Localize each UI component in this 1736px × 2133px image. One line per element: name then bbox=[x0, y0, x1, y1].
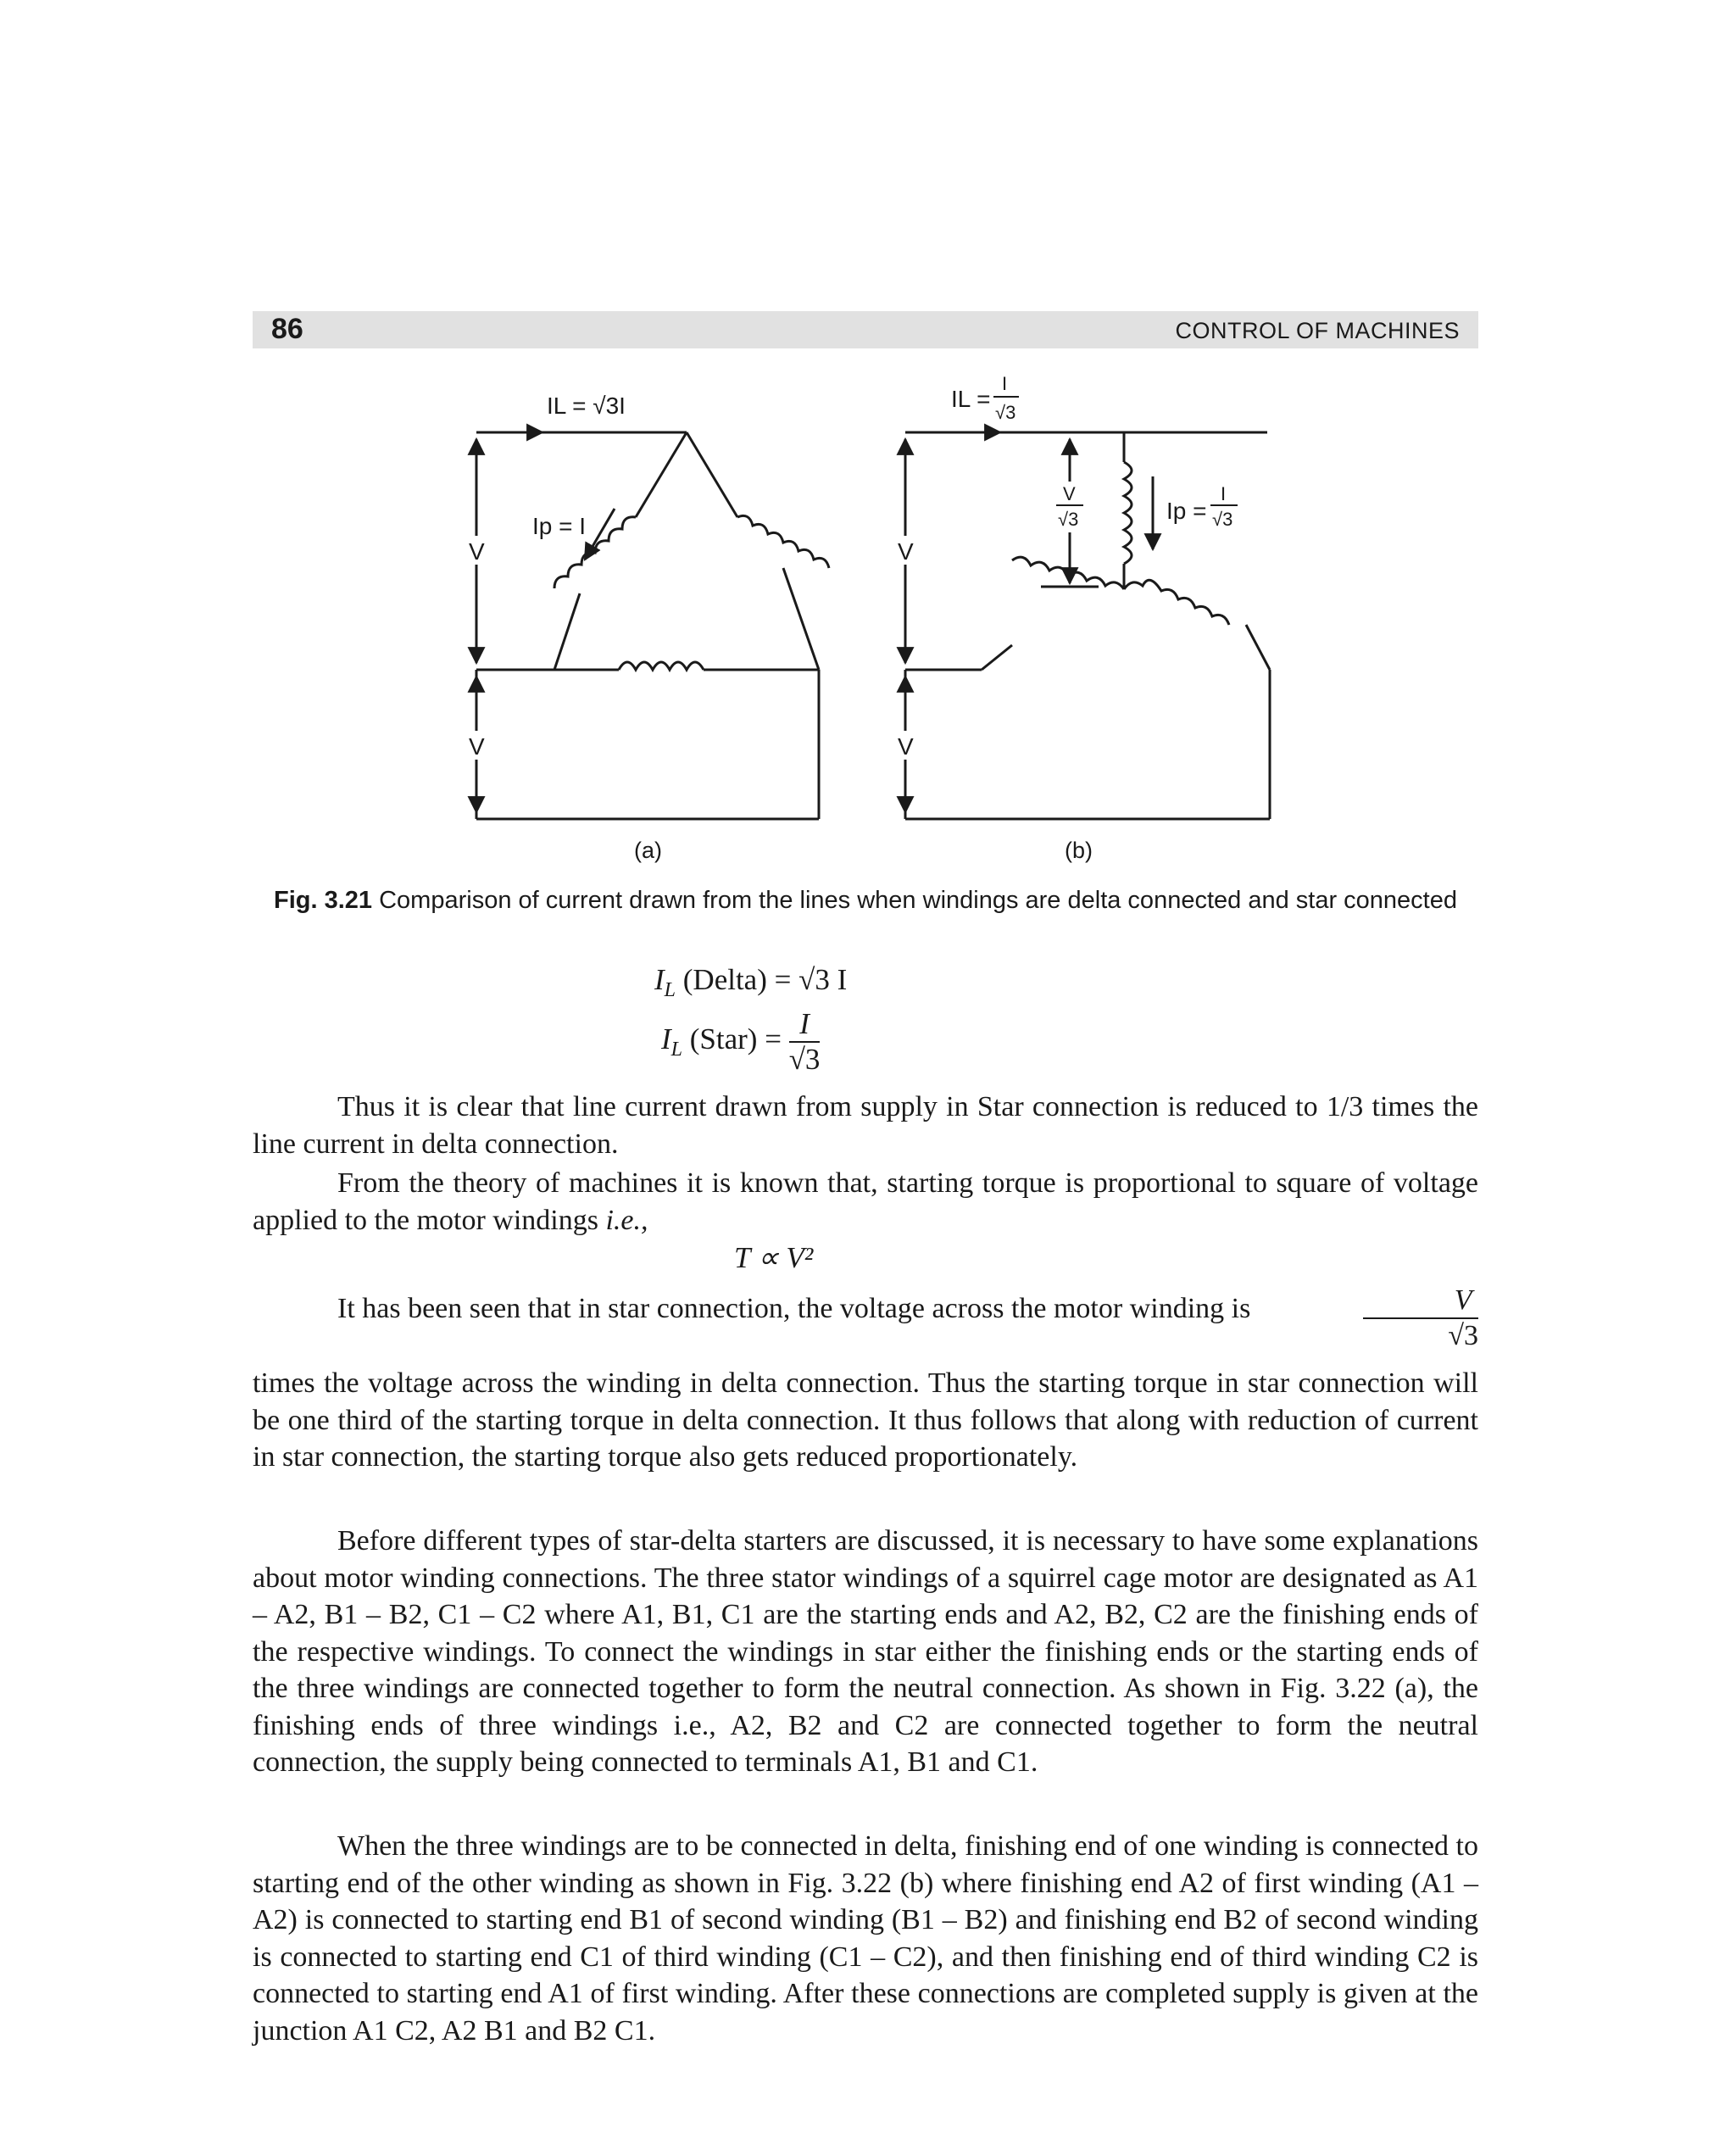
page-number: 86 bbox=[271, 313, 303, 345]
subfigure-label-b: (b) bbox=[1065, 838, 1093, 863]
phase-current-num-b: I bbox=[1221, 483, 1227, 504]
voltage-label-b1: V bbox=[898, 538, 914, 565]
paragraph-3-cont: times the voltage across the winding in delta connection. Thus the starting torque in star connection will be one third of the starting torque in delta connection. It thus follows that along with reduction of current in star connection, the starting torque also gets reduced proportionately. bbox=[253, 1367, 1478, 1473]
delta-diagram bbox=[468, 393, 829, 819]
phase-current-label-a: Ip = I bbox=[532, 513, 587, 539]
paragraph-3: It has been seen that in star connection, the voltage across the motor winding is $\frac{V}{√3}$ bbox=[337, 1284, 1478, 1351]
phase-current-label-b: Ip = bbox=[1166, 498, 1207, 524]
equation-star: $I_L$ (Star) = $\frac{I}{√3}$ bbox=[661, 1007, 821, 1076]
line-current-num-b: I bbox=[1002, 373, 1008, 394]
paragraph-5: When the three windings are to be connected in delta, finishing end of one winding is connected to starting end of the other winding as shown in Fig. 3.22 (b) where finishing end A2 of first winding (A1 – A2) is connected to starting end B1 of second winding (B1 – B2) and finishing end B2 of second winding is connected to starting end C1 of third winding (C1 – C2), and then finishing end of third winding C2 is connected to starting end A1 of first winding. After these connections are completed supply is given at the junction A1 C2, A2 B1 and B2 C1. bbox=[253, 1830, 1478, 2047]
figure-caption bbox=[253, 885, 1478, 916]
caption-label: Fig. 3.21 bbox=[274, 887, 373, 914]
phase-voltage-num-b: V bbox=[1063, 483, 1076, 504]
running-title: CONTROL OF MACHINES bbox=[1175, 318, 1460, 343]
caption-text: Comparison of current drawn from the lines when windings are delta connected and star connected bbox=[379, 887, 1457, 914]
line-current-den-b: √3 bbox=[995, 402, 1016, 423]
line-current-label-b: IL = bbox=[951, 386, 991, 412]
voltage-label-a2: V bbox=[469, 733, 485, 760]
star-diagram bbox=[897, 373, 1270, 819]
phase-current-den-b: √3 bbox=[1212, 509, 1233, 530]
figure-3-21-diagram bbox=[0, 0, 1736, 856]
paragraph-4: Before different types of star-delta starters are discussed, it is necessary to have some explanations about motor winding connections. The three stator windings of a squirrel cage motor are designated as A1 – A2, B1 – B2, C1 – C2 where A1, B1, C1 are the starting ends and A2, B2, C2 are the finishing ends of the respective windings. To connect the windings in star either the finishing ends or the starting ends of the three windings are connected together to form the neutral connection. As shown in Fig. 3.22 (a), the finishing ends of three windings i.e., A2, B2 and C2 are connected together to form the neutral connection, the supply being connected to terminals A1, B1 and C1. bbox=[253, 1525, 1478, 1778]
equation-torque: T ∝ V² bbox=[734, 1241, 814, 1274]
equation-delta: $I_L$ (Delta) = √3 I bbox=[654, 963, 848, 1001]
line-current-label-a: IL = √3I bbox=[547, 393, 626, 419]
phase-voltage-den-b: √3 bbox=[1058, 509, 1079, 530]
subfigure-label-a: (a) bbox=[634, 838, 662, 863]
paragraph-1: Thus it is clear that line current drawn from supply in Star connection is reduced to 1/3 times the line current in delta connection. bbox=[253, 1091, 1478, 1160]
voltage-label-b2: V bbox=[898, 733, 914, 760]
voltage-label-a1: V bbox=[469, 538, 485, 565]
paragraph-2: From the theory of machines it is known that, starting torque is proportional to square of voltage applied to the motor windings i.e., bbox=[253, 1167, 1478, 1236]
